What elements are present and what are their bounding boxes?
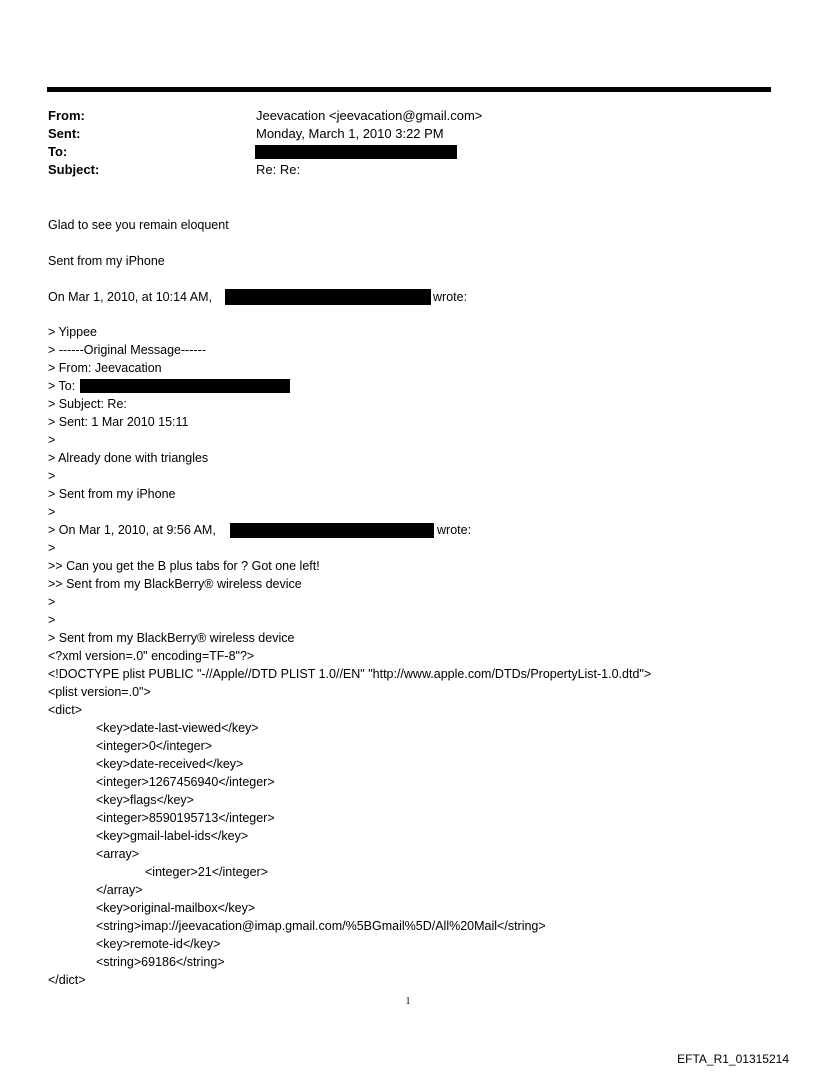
xml-line: <string>imap://jeevacation@imap.gmail.com/%5BGmail%5D/All%20Mail</string>: [96, 919, 546, 933]
quote-line: >: [48, 613, 56, 627]
xml-line: <!DOCTYPE plist PUBLIC "-//Apple//DTD PLIST 1.0//EN" "http://www.apple.com/DTDs/PropertyList-1.0.dtd">: [48, 667, 652, 681]
redaction-to: [255, 145, 457, 159]
subject-label: Subject:: [48, 162, 100, 177]
quote-line: > Sent: 1 Mar 2010 15:11: [48, 415, 189, 429]
body-line: wrote:: [433, 290, 468, 304]
quote-line: >> Can you get the B plus tabs for ? Got one left!: [48, 559, 320, 573]
quote-line: > From: Jeevacation: [48, 361, 162, 375]
sent-value: Monday, March 1, 2010 3:22 PM: [256, 126, 444, 141]
xml-line: <array>: [96, 847, 140, 861]
to-label: To:: [48, 144, 68, 159]
redaction-sender: [225, 289, 431, 305]
quote-line: > Sent from my iPhone: [48, 487, 176, 501]
quote-line: >: [48, 505, 56, 519]
xml-line: </dict>: [48, 973, 86, 987]
xml-line: <key>original-mailbox</key>: [96, 901, 256, 915]
xml-line: <integer>21</integer>: [145, 865, 269, 879]
quote-line: >: [48, 541, 56, 555]
redaction-quote-to: [80, 379, 290, 393]
quote-line: > Sent from my BlackBerry® wireless device: [48, 631, 295, 645]
xml-line: <key>date-received</key>: [96, 757, 244, 771]
xml-line: <string>69186</string>: [96, 955, 225, 969]
quote-line: > Already done with triangles: [48, 451, 209, 465]
xml-line: <key>remote-id</key>: [96, 937, 221, 951]
body-line: On Mar 1, 2010, at 10:14 AM,: [48, 290, 212, 304]
xml-line: <plist version=.0">: [48, 685, 151, 699]
xml-line: <integer>8590195713</integer>: [96, 811, 275, 825]
xml-line: <key>flags</key>: [96, 793, 194, 807]
quote-line: >: [48, 595, 56, 609]
xml-line: <integer>1267456940</integer>: [96, 775, 275, 789]
xml-line: <key>gmail-label-ids</key>: [96, 829, 249, 843]
bates-number: EFTA_R1_01315214: [677, 1052, 789, 1066]
quote-line: >> Sent from my BlackBerry® wireless device: [48, 577, 302, 591]
quote-line: > On Mar 1, 2010, at 9:56 AM,: [48, 523, 216, 537]
xml-line: </array>: [96, 883, 143, 897]
body-line: Glad to see you remain eloquent: [48, 218, 229, 232]
from-value: Jeevacation <jeevacation@gmail.com>: [256, 108, 483, 123]
page-number: 1: [405, 996, 411, 1007]
quote-line: >: [48, 433, 56, 447]
redaction-quote-sender: [230, 523, 434, 538]
subject-value: Re: Re:: [256, 162, 301, 177]
sent-label: Sent:: [48, 126, 81, 141]
quote-line: >: [48, 469, 56, 483]
quote-line: wrote:: [437, 523, 472, 537]
quote-line: > Yippee: [48, 325, 98, 339]
quote-line: > ------Original Message------: [48, 343, 206, 357]
xml-line: <key>date-last-viewed</key>: [96, 721, 259, 735]
from-label: From:: [48, 108, 85, 123]
header-rule: [47, 87, 771, 92]
quote-line: > To:: [48, 379, 76, 393]
xml-line: <integer>0</integer>: [96, 739, 213, 753]
xml-line: <dict>: [48, 703, 83, 717]
xml-line: <?xml version=.0" encoding=TF-8"?>: [48, 649, 255, 663]
quote-line: > Subject: Re:: [48, 397, 127, 411]
body-line: Sent from my iPhone: [48, 254, 165, 268]
